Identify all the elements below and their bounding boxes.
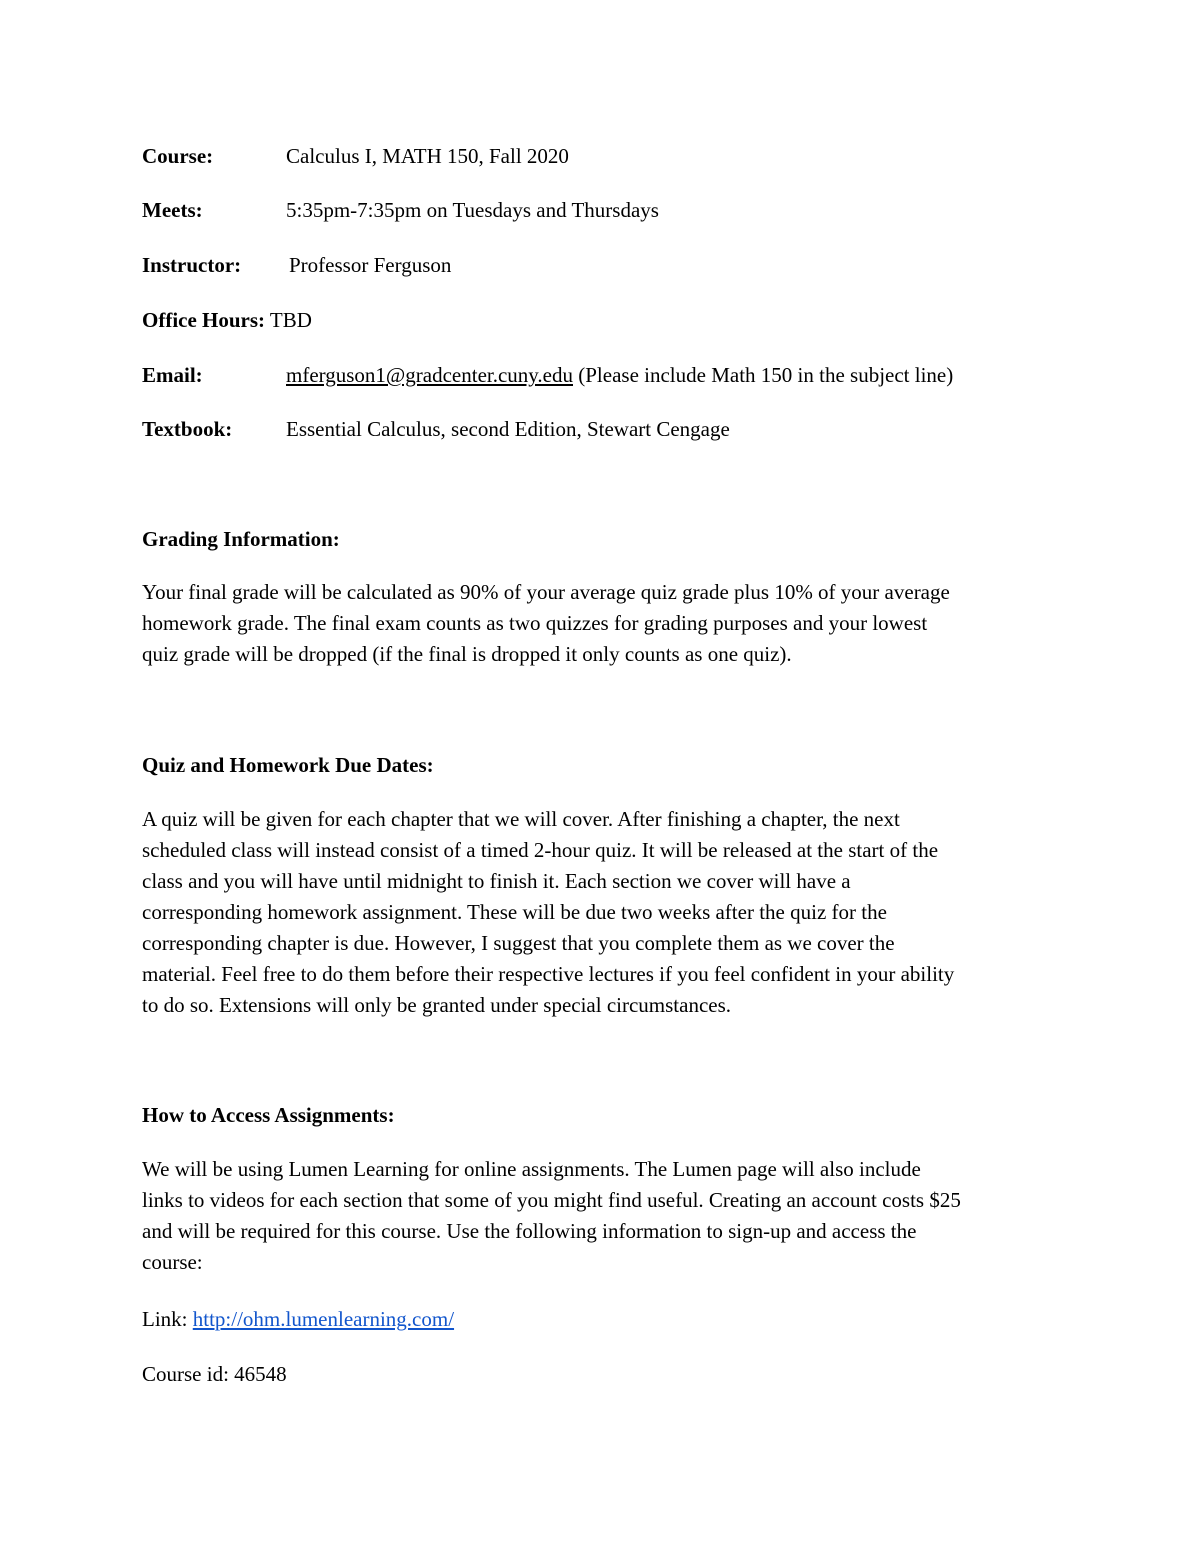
meets-value: 5:35pm-7:35pm on Tuesdays and Thursdays xyxy=(286,198,659,222)
office-hours-label: Office Hours: xyxy=(142,308,266,332)
grading-line: homework grade. The final exam counts as two quizzes for grading purposes and your lowest xyxy=(142,611,928,635)
due-dates-line: A quiz will be given for each chapter that we will cover. After finishing a chapter, the next xyxy=(142,807,900,831)
due-dates-line: corresponding chapter is due. However, I suggest that you complete them as we cover the xyxy=(142,931,895,955)
access-line: We will be using Lumen Learning for online assignments. The Lumen page will also include xyxy=(142,1157,921,1181)
email-link[interactable]: mferguson1@gradcenter.cuny.edu xyxy=(286,363,573,387)
access-line: links to videos for each section that some of you might find useful. Creating an account costs $25 xyxy=(142,1188,961,1212)
access-heading: How to Access Assignments: xyxy=(142,1103,395,1127)
instructor-label: Instructor: xyxy=(142,253,242,277)
access-line: and will be required for this course. Use the following information to sign-up and access the xyxy=(142,1219,917,1243)
instructor-row xyxy=(142,251,452,279)
email-row xyxy=(142,361,954,389)
due-dates-line: class and you will have until midnight to finish it. Each section we cover will have a xyxy=(142,869,851,893)
due-dates-paragraph xyxy=(142,804,1072,1021)
link-row xyxy=(142,1305,454,1333)
meets-row xyxy=(142,196,659,224)
email-note: (Please include Math 150 in the subject line) xyxy=(578,363,954,387)
grading-heading: Grading Information: xyxy=(142,527,340,551)
access-line: course: xyxy=(142,1250,203,1274)
textbook-row xyxy=(142,415,730,443)
meets-label: Meets: xyxy=(142,198,203,222)
due-dates-line: corresponding homework assignment. These will be due two weeks after the quiz for the xyxy=(142,900,887,924)
access-paragraph xyxy=(142,1154,1072,1278)
due-dates-line: material. Feel free to do them before their respective lectures if you feel confident in your ability xyxy=(142,962,955,986)
due-dates-heading: Quiz and Homework Due Dates: xyxy=(142,753,434,777)
link-label: Link: xyxy=(142,1307,188,1331)
due-dates-line: scheduled class will instead consist of a timed 2-hour quiz. It will be released at the start of the xyxy=(142,838,939,862)
course-value: Calculus I, MATH 150, Fall 2020 xyxy=(286,144,569,168)
grading-line: Your final grade will be calculated as 90% of your average quiz grade plus 10% of your average xyxy=(142,580,950,604)
textbook-label: Textbook: xyxy=(142,417,233,441)
lumen-link[interactable]: http://ohm.lumenlearning.com/ xyxy=(192,1307,455,1331)
course-row xyxy=(142,142,569,170)
due-dates-line: to do so. Extensions will only be granted under special circumstances. xyxy=(142,993,732,1017)
textbook-value: Essential Calculus, second Edition, Stewart Cengage xyxy=(286,417,730,441)
instructor-value: Professor Ferguson xyxy=(289,253,452,277)
office-hours-value: TBD xyxy=(269,308,312,332)
grading-paragraph xyxy=(142,577,1072,670)
grading-line: quiz grade will be dropped (if the final is dropped it only counts as one quiz). xyxy=(142,642,792,666)
course-id: Course id: 46548 xyxy=(142,1362,287,1386)
email-label: Email: xyxy=(142,363,203,387)
course-label: Course: xyxy=(142,144,214,168)
office-hours-row xyxy=(142,306,312,334)
